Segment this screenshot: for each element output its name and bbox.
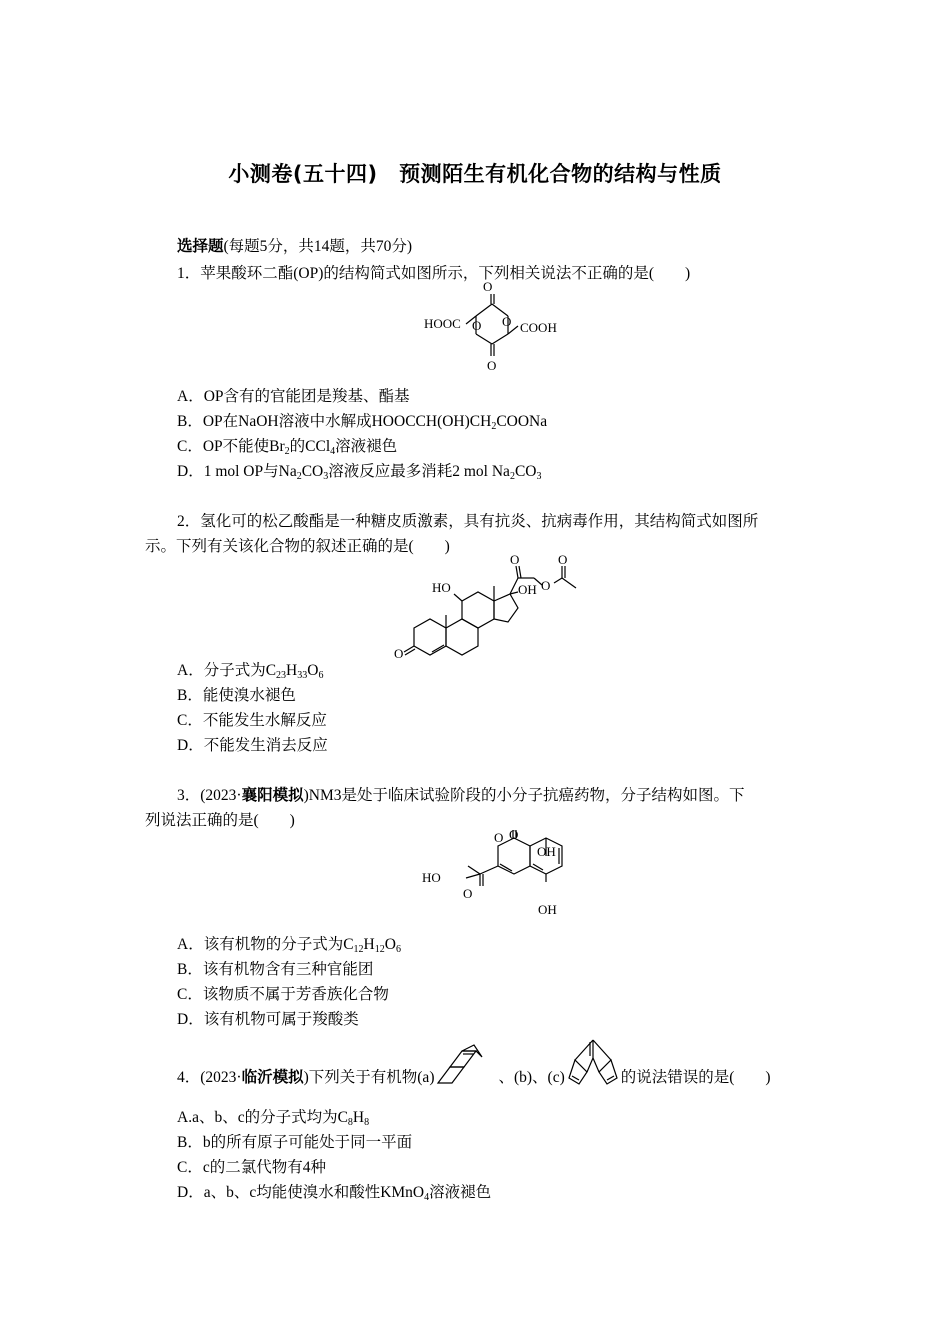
q1-option-b: B．OP在NaOH溶液中水解成$HOOCCH(OH)CH_2COONa$ <box>177 413 548 432</box>
q3-o-ring: O <box>494 830 504 845</box>
q3-option-d: D．该有机物可属于羧酸类 <box>177 1011 359 1028</box>
q3-option-c: C．该物质不属于芳香族化合物 <box>177 986 389 1003</box>
q3-option-b: B．该有机物含有三种官能团 <box>177 961 374 978</box>
q1-option-a: A．OP含有的官能团是羧基、酯基 <box>177 388 410 405</box>
q1-o-ring-right: O <box>502 314 512 329</box>
q4-molecule-a <box>434 1043 486 1087</box>
q2-option-d: D．不能发生消去反应 <box>177 737 328 754</box>
q1-hooc: HOOC <box>424 316 461 331</box>
q4-stem: 4．(2023·临沂模拟)下列关于有机物(a) 、(b)、(c) 的说法错误的是( ) <box>177 1068 771 1088</box>
q2-oh: OH <box>518 582 537 597</box>
q1-o-ring-left: O <box>472 318 482 333</box>
q2-steroid-structure <box>392 552 598 662</box>
section-note: (每题5分，共14题，共70分) <box>223 238 413 255</box>
q3-o-acid: O <box>463 886 473 901</box>
q2-option-b: B．能使溴水褪色 <box>177 687 296 704</box>
q2-option-a: A．分子式为$C_{23}H_{33}O_6$ <box>177 662 324 681</box>
q3-ho: HO <box>422 870 441 885</box>
q3-oh-top: OH <box>537 844 556 859</box>
q1-cooh: COOH <box>520 320 557 335</box>
q2-stem-line1: 2．氢化可的松乙酸酯是一种糖皮质激素，具有抗炎、抗病毒作用，其结构简式如图所 <box>177 513 759 530</box>
q1-op-structure <box>420 282 570 374</box>
section-header <box>177 237 412 257</box>
q2-o-ester: O <box>541 578 551 593</box>
q3-oh-bottom: OH <box>538 902 557 917</box>
q1-o-top: O <box>483 282 493 294</box>
q2-o-acetyl: O <box>558 552 568 567</box>
q4-option-a: A.a、b、c的分子式均为$C_8H_8$ <box>177 1109 370 1128</box>
q2-option-c: C．不能发生水解反应 <box>177 712 327 729</box>
q3-stem-line1: 3．(2023·襄阳模拟)NM3是处于临床试验阶段的小分子抗癌药物，分子结构如图。下 <box>177 787 745 804</box>
q2-o-ketone: O <box>394 646 404 661</box>
q3-stem-line2: 列说法正确的是( ) <box>145 812 295 829</box>
q1-o-bottom: O <box>487 358 497 373</box>
q4-option-b: B．b的所有原子可能处于同一平面 <box>177 1134 413 1151</box>
q3-nm3-structure <box>420 826 570 918</box>
q3-o-carbonyl: O <box>509 827 519 842</box>
q4-option-c: C．c的二氯代物有4种 <box>177 1159 326 1176</box>
page-title: 小测卷(五十四) 预测陌生有机化合物的结构与性质 <box>228 162 722 186</box>
q2-stem-line2: 示。下列有关该化合物的叙述正确的是( ) <box>145 538 450 555</box>
section-label: 选择题 <box>177 238 224 255</box>
q4-molecule-c <box>565 1038 621 1088</box>
q3-option-a: A．该有机物的分子式为$C_{12}H_{12}O_6$ <box>177 936 401 955</box>
q1-stem: 1．苹果酸环二酯(OP)的结构简式如图所示，下列相关说法不正确的是( ) <box>177 265 691 282</box>
q1-option-c: C．OP不能使$Br_2$的CCl$_4$溶液褪色 <box>177 438 398 457</box>
q2-ho: HO <box>432 580 451 595</box>
q1-option-d: D．1 mol OP与$Na_2CO_3$溶液反应最多消耗2 mol $Na_2CO_3$ <box>177 463 542 482</box>
q2-o-ketone-side: O <box>510 552 520 567</box>
q4-option-d: D．a、b、c均能使溴水和酸性KMnO$_4$溶液褪色 <box>177 1184 492 1203</box>
